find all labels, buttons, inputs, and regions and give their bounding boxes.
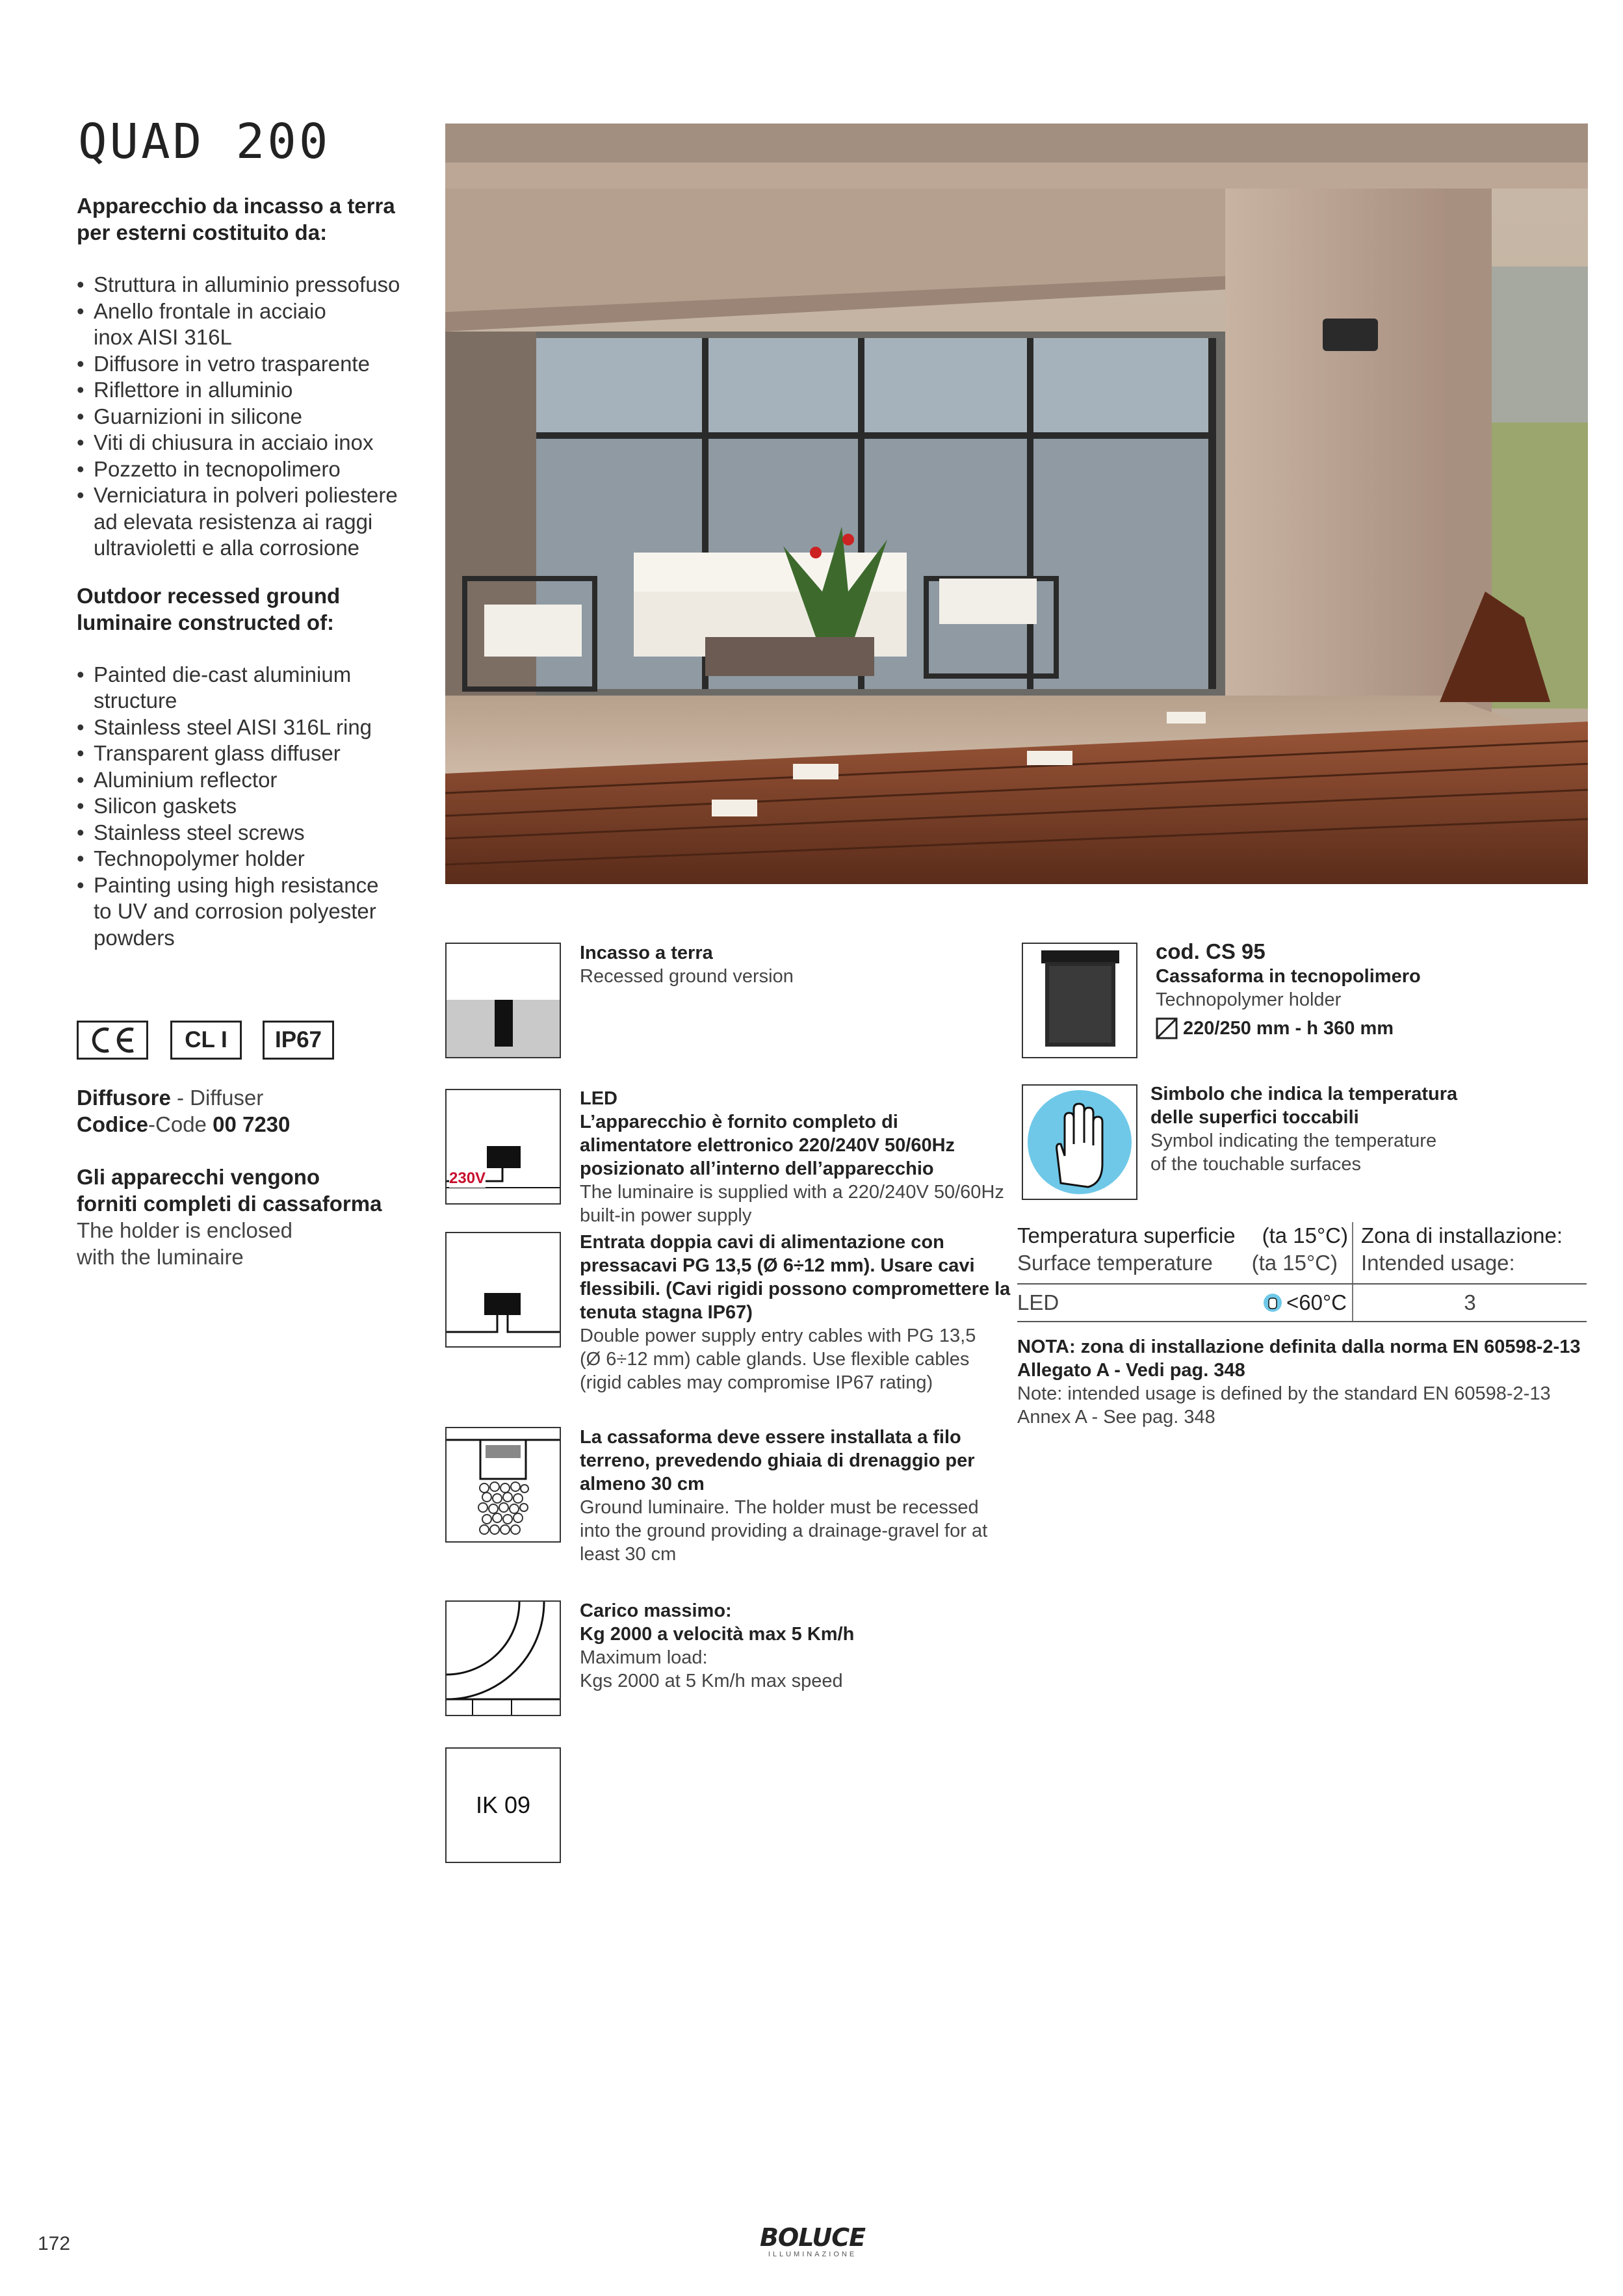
feature-power-text: LED L’apparecchio è fornito completo di alimentatore elettronico 220/240V 50/60Hz posizionato all’interno dell’apparecchio The luminaire is supplied with a 220/240V 50/60Hz built-in power supply (580, 1088, 1004, 1226)
temperature-table (1017, 1222, 1587, 1322)
table-row: LED <60°C 3 (1017, 1285, 1587, 1322)
holder-dimensions: 220/250 mm - h 360 mm (1156, 1017, 1578, 1040)
impact-rating-icon (445, 1747, 561, 1863)
drainage-gravel-icon (445, 1427, 561, 1543)
product-installation-photo (445, 124, 1588, 884)
zone-header: Zona di installazione: Intended usage: (1361, 1223, 1563, 1275)
list-item: • Stainless steel screws (77, 820, 415, 846)
class-badge: CL I (170, 1021, 242, 1060)
list-item: • Verniciatura in polveri poliestere ad elevata resistenza ai raggi ultravioletti e alla corrosione (77, 482, 415, 562)
en-feature-list (77, 662, 415, 952)
list-item: • Technopolymer holder (77, 846, 415, 872)
list-item: • Pozzetto in tecnopolimero (77, 456, 415, 483)
diffuser-code (77, 1084, 428, 1138)
list-item: • Transparent glass diffuser (77, 740, 415, 767)
list-item: • Painting using high resistance to UV and corrosion polyester powders (77, 872, 415, 952)
double-cable-entry-icon (445, 1232, 561, 1348)
holder-info: cod. CS 95 Cassaforma in tecnopolimero Technopolymer holder 220/250 mm - h 360 mm (1156, 939, 1578, 1040)
brand-logo: BOLUCE ILLUMINAZIONE (759, 2223, 866, 2258)
feature-recessed-text: Incasso a terra Recessed ground version (580, 943, 794, 987)
power-supply-icon (445, 1089, 561, 1205)
code-line: Codice-Code 00 7230 (77, 1112, 291, 1136)
holder-code: cod. CS 95 (1156, 939, 1266, 963)
ip-rating-badge: IP67 (263, 1021, 334, 1060)
square-diameter-icon (1156, 1017, 1178, 1039)
hand-temperature-icon (1022, 1084, 1137, 1200)
feature-cable-text: Entrata doppia cavi di alimentazione con pressacavi PG 13,5 (Ø 6÷12 mm). Usare cavi flessibili. (Cavi rigidi possono compromettere la tenuta stagna IP67) Double power supply entry cables with PG 13,5 (Ø 6÷12 mm) cable glands. Use flexible cables (rigid cables may compromise IP67 rating) (580, 1232, 1011, 1393)
list-item: • Stainless steel AISI 316L ring (77, 714, 415, 741)
ce-mark-icon (77, 1021, 148, 1060)
list-item: • Struttura in alluminio pressofuso (77, 272, 415, 298)
it-feature-list (77, 272, 415, 562)
recessed-ground-icon (445, 943, 561, 1058)
feature-gravel-text: La cassaforma deve essere installata a filo terreno, prevedendo ghiaia di drenaggio per almeno 30 cm Ground luminaire. The holder must be recessed into the ground providing a drainage-gravel for at least 30 cm (580, 1427, 988, 1565)
it-heading: Apparecchio da incasso a terra per esterni costituito da: (77, 194, 395, 244)
holder-product-image (1022, 943, 1137, 1058)
temp-header: Temperatura superficie (ta 15°C) Surface temperature (ta 15°C) (1017, 1223, 1348, 1275)
diffuser-line: Diffusore - Diffuser (77, 1086, 264, 1110)
page-number: 172 (38, 2233, 71, 2254)
list-item: • Diffusore in vetro trasparente (77, 351, 415, 378)
voltage-badge: 230V (449, 1169, 486, 1187)
en-heading: Outdoor recessed ground luminaire constructed of: (77, 583, 341, 634)
list-item: • Aluminium reflector (77, 767, 415, 794)
list-item: • Viti di chiusura in acciaio inox (77, 430, 415, 456)
list-item: • Silicon gaskets (77, 793, 415, 820)
max-load-icon (445, 1600, 561, 1716)
feature-load-text: Carico massimo: Kg 2000 a velocità max 5 Km/h Maximum load: Kgs 2000 at 5 Km/h max speed (580, 1600, 855, 1691)
holder-included-note: Gli apparecchi vengono forniti completi di cassaforma The holder is enclosed with the luminaire (77, 1165, 382, 1269)
installation-note: NOTA: zona di installazione definita dalla norma EN 60598-2-13 Allegato A - Vedi pag. 348 Note: intended usage is defined by the standard EN 60598-2-13 Annex A - See pag. 348 (1017, 1337, 1581, 1428)
list-item: • Guarnizioni in silicone (77, 404, 415, 430)
touch-symbol-text: Simbolo che indica la temperatura delle superfici toccabili Symbol indicating the temperature of the touchable surfaces (1150, 1084, 1458, 1175)
product-title: QUAD 200 (78, 114, 331, 170)
list-item: • Painted die-cast aluminium structure (77, 662, 415, 714)
hand-temperature-icon (1263, 1293, 1282, 1312)
list-item: • Anello frontale in acciaio inox AISI 316L (77, 298, 415, 351)
list-item: • Riflettore in alluminio (77, 377, 415, 404)
ik-rating-label: IK 09 (475, 1792, 531, 1818)
left-column (77, 192, 415, 951)
